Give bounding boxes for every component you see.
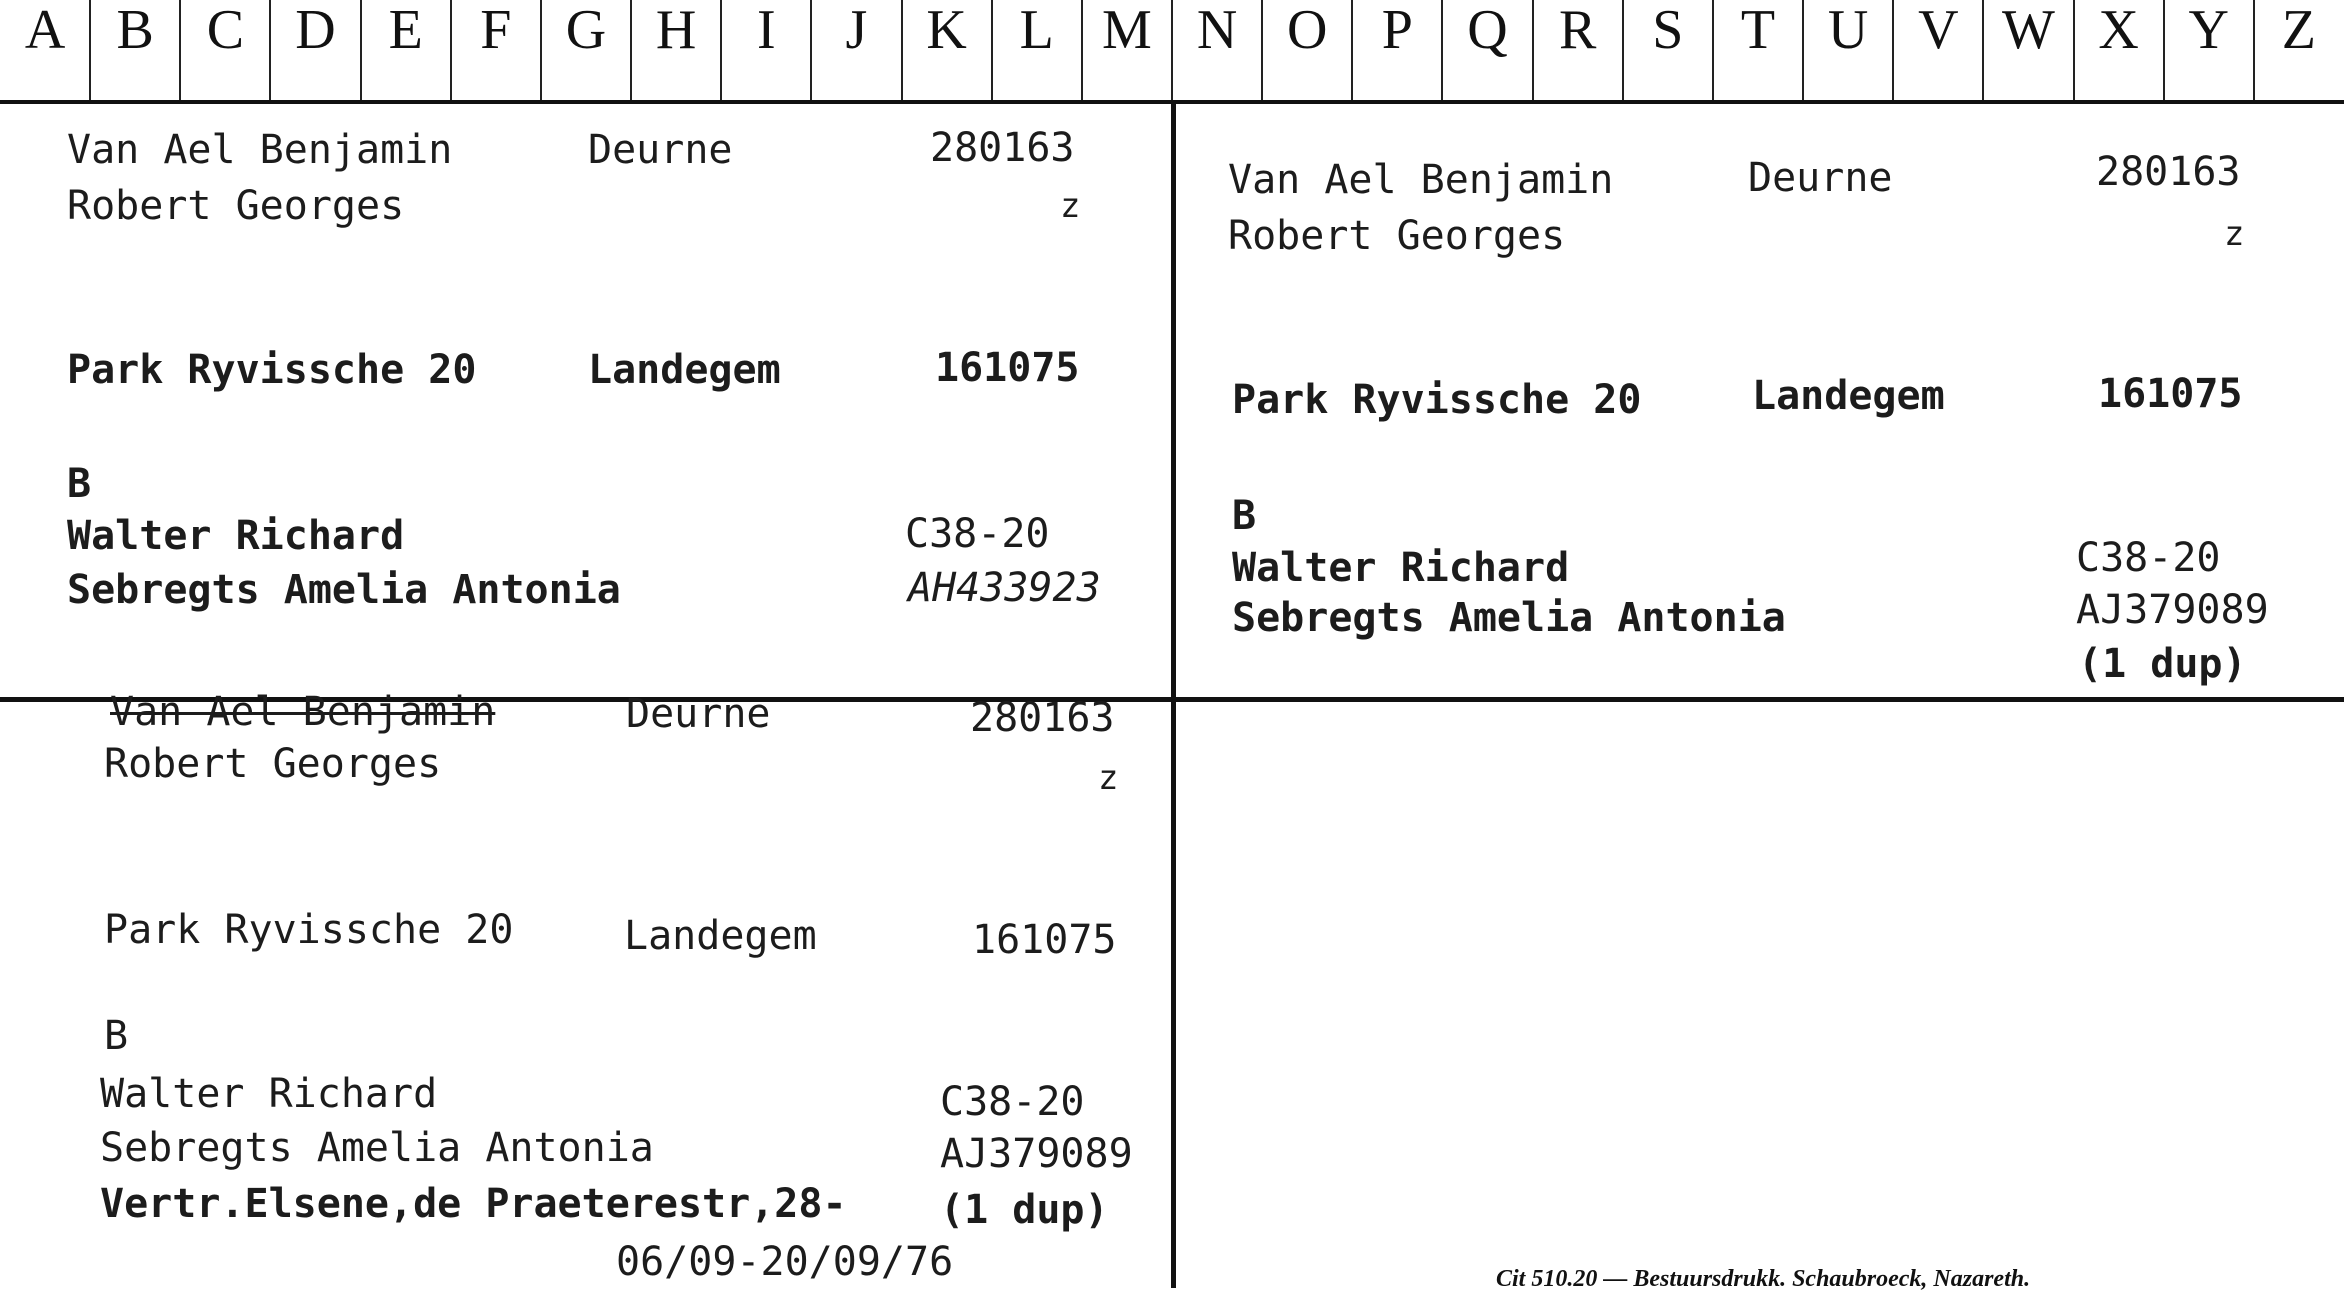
index-separator [1261, 0, 1263, 100]
index-letter-w: W [2002, 0, 2055, 61]
residence-date: 161075 [2098, 371, 2243, 417]
name-line-1: Van Ael Benjamin [110, 689, 496, 735]
index-letter-z: Z [2281, 0, 2317, 61]
index-separator [89, 0, 91, 100]
birth-date: 280163 [970, 695, 1115, 741]
index-letter-y: Y [2188, 0, 2229, 61]
index-separator [1081, 0, 1083, 100]
name-line-2: Robert Georges [67, 183, 405, 229]
index-letter-o: O [1286, 0, 1328, 61]
index-separator [720, 0, 722, 100]
birth-date: 280163 [2096, 149, 2241, 195]
index-letter-r: R [1559, 0, 1597, 61]
index-letter-x: X [2098, 0, 2139, 61]
address: Park Ryvissche 20 [104, 907, 514, 953]
index-separator [2163, 0, 2165, 100]
reference-1: C38-20 [2076, 535, 2221, 581]
index-separator [1802, 0, 1804, 100]
index-letter-k: K [926, 0, 967, 61]
stay-period: 06/09-20/09/76 [616, 1239, 954, 1285]
birth-date: 280163 [930, 125, 1075, 171]
index-letter-b: B [116, 0, 154, 61]
index-letter-n: N [1196, 0, 1238, 61]
index-letter-d: D [295, 0, 336, 61]
index-letter-a: A [24, 0, 66, 61]
reference-1: C38-20 [940, 1079, 1085, 1125]
address: Park Ryvissche 20 [67, 347, 477, 393]
residence-place: Landegem [1752, 373, 1945, 419]
residence-date: 161075 [935, 345, 1080, 391]
residence-place: Landegem [588, 347, 781, 393]
birth-place: Deurne [626, 691, 771, 737]
index-separator [269, 0, 271, 100]
index-separator [1351, 0, 1353, 100]
reference-2: AH433923 [908, 565, 1101, 611]
letter-b: B [1232, 493, 1257, 539]
mother-name: Sebregts Amelia Antonia [67, 567, 621, 613]
index-letter-f: F [480, 0, 512, 61]
index-separator [1532, 0, 1534, 100]
birth-place: Deurne [588, 127, 733, 173]
representative-note: Vertr.Elsene,de Praeterestr,28- [100, 1181, 847, 1227]
index-separator [450, 0, 452, 100]
residence-place: Landegem [624, 913, 817, 959]
index-letter-s: S [1652, 0, 1684, 61]
index-letter-j: J [845, 0, 868, 61]
letter-b: B [67, 461, 92, 507]
address: Park Ryvissche 20 [1232, 377, 1642, 423]
card-divider-vertical [1171, 100, 1176, 1288]
index-separator [1712, 0, 1714, 100]
index-letter-t: T [1740, 0, 1776, 61]
index-separator [360, 0, 362, 100]
index-separator [1892, 0, 1894, 100]
residence-date: 161075 [972, 917, 1117, 963]
index-letter-h: H [655, 0, 697, 61]
father-name: Walter Richard [100, 1071, 438, 1117]
index-letter-v: V [1918, 0, 1959, 61]
index-letter-q: Q [1467, 0, 1508, 61]
reference-2: AJ379089 [2076, 587, 2269, 633]
index-letter-i: I [756, 0, 776, 61]
father-name: Walter Richard [67, 513, 405, 559]
index-separator [1622, 0, 1624, 100]
index-letter-e: E [388, 0, 423, 61]
printer-footer: Cit 510.20 — Bestuursdrukk. Schaubroeck, Nazareth. [1496, 1266, 2031, 1292]
code-z: z [1060, 186, 1081, 226]
index-separator [2253, 0, 2255, 100]
duplicate-note: (1 dup) [2078, 641, 2247, 687]
index-letter-p: P [1381, 0, 1413, 61]
name-line-2: Robert Georges [104, 741, 442, 787]
index-letter-g: G [565, 0, 607, 61]
birth-place: Deurne [1748, 155, 1893, 201]
code-z: z [2224, 214, 2245, 254]
index-separator [630, 0, 632, 100]
index-separator [1982, 0, 1984, 100]
name-line-1: Van Ael Benjamin [67, 127, 453, 173]
mother-name: Sebregts Amelia Antonia [1232, 595, 1786, 641]
index-separator [1171, 0, 1173, 100]
index-separator [179, 0, 181, 100]
name-line-2: Robert Georges [1228, 213, 1566, 259]
alphabet-index [0, 0, 2344, 100]
duplicate-note: (1 dup) [940, 1187, 1109, 1233]
index-letter-u: U [1827, 0, 1869, 61]
name-line-1: Van Ael Benjamin [1228, 157, 1614, 203]
index-letter-l: L [1019, 0, 1054, 61]
reference-1: C38-20 [905, 511, 1050, 557]
reference-2: AJ379089 [940, 1131, 1133, 1177]
index-separator [901, 0, 903, 100]
index-separator [1441, 0, 1443, 100]
index-separator [2073, 0, 2075, 100]
index-separator [991, 0, 993, 100]
index-separator [810, 0, 812, 100]
father-name: Walter Richard [1232, 545, 1570, 591]
mother-name: Sebregts Amelia Antonia [100, 1125, 654, 1171]
index-letter-m: M [1102, 0, 1152, 61]
code-z: z [1098, 758, 1119, 798]
index-letter-c: C [206, 0, 245, 61]
letter-b: B [104, 1013, 129, 1059]
index-separator [540, 0, 542, 100]
